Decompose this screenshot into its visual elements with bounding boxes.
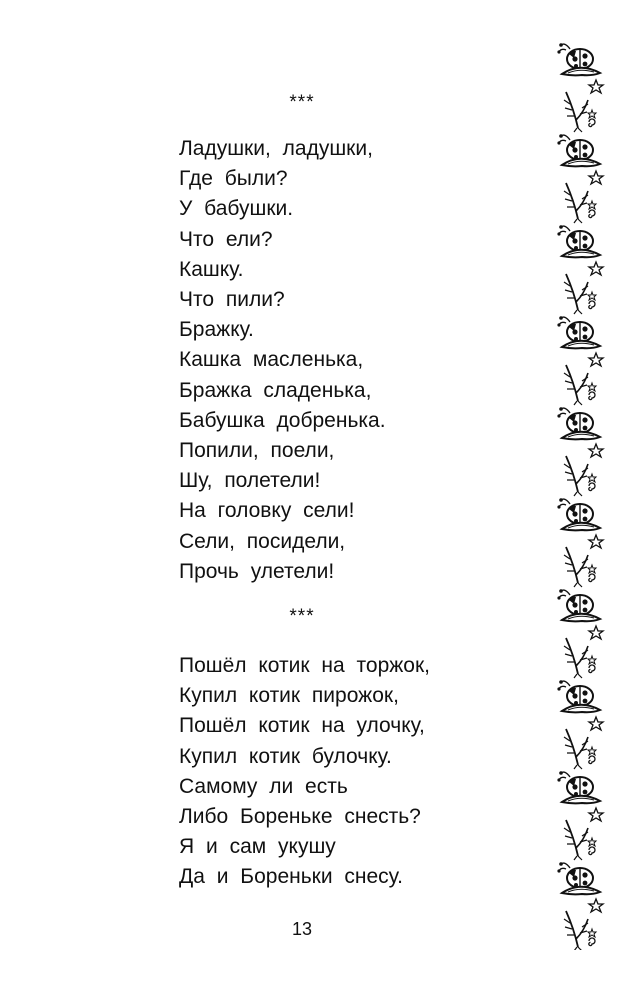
poem-line: Я и сам укушу: [179, 835, 336, 859]
poem-line: У бабушки.: [179, 197, 294, 221]
poem-ladushki: [179, 134, 386, 587]
poem-line: Самому ли есть: [179, 774, 348, 798]
poem-line: Бабушка добренька.: [179, 408, 386, 432]
poem-line: Купил котик булочку.: [179, 744, 392, 768]
poem-separator: ***: [289, 606, 315, 627]
page-number: 13: [291, 919, 313, 939]
poem-line: Кашку.: [179, 257, 244, 281]
poem-line: Что ели?: [179, 227, 273, 251]
poem-line: Бражку.: [179, 318, 254, 342]
ladybug-motif-icon: [557, 862, 603, 950]
poem-line: Либо Бореньке снесть?: [179, 805, 421, 829]
poem-line: Прочь улетели!: [179, 559, 335, 583]
ladybug-motif-icon: [557, 316, 603, 405]
ladybug-motif-icon: [557, 407, 603, 496]
ladybug-motif-icon: [557, 498, 603, 587]
ladybug-motif-icon: [557, 589, 603, 678]
poem-line: Пошёл котик на улочку,: [179, 714, 425, 738]
poem-line: Бражка сладенька,: [179, 378, 372, 402]
poem-line: Пошёл котик на торжок,: [179, 654, 430, 677]
poem-line: На головку сели!: [179, 499, 355, 523]
poem-line: Шу, полетели!: [179, 469, 321, 493]
poem-separator: ***: [289, 92, 315, 113]
ladybug-motif-icon: [557, 771, 603, 860]
poem-line: Что пили?: [179, 288, 285, 312]
ladybug-motif-icon: [557, 134, 603, 223]
ladybug-motif-icon: [557, 680, 603, 769]
poem-line: Ладушки, ладушки,: [179, 137, 373, 160]
poem-line: Сели, посидели,: [179, 529, 346, 553]
poem-line: Да и Бореньки снесу.: [179, 865, 403, 889]
poem-line: Купил котик пирожок,: [179, 684, 399, 708]
ladybug-motif-icon: [557, 225, 603, 314]
poem-line: Кашка масленька,: [179, 348, 364, 372]
poem-line: Где были?: [179, 167, 288, 191]
poem-line: Попили, поели,: [179, 439, 335, 463]
ladybug-mushroom-border-icon: [556, 40, 606, 950]
poem-kotik: [179, 651, 430, 893]
ladybug-motif-icon: [557, 43, 603, 132]
